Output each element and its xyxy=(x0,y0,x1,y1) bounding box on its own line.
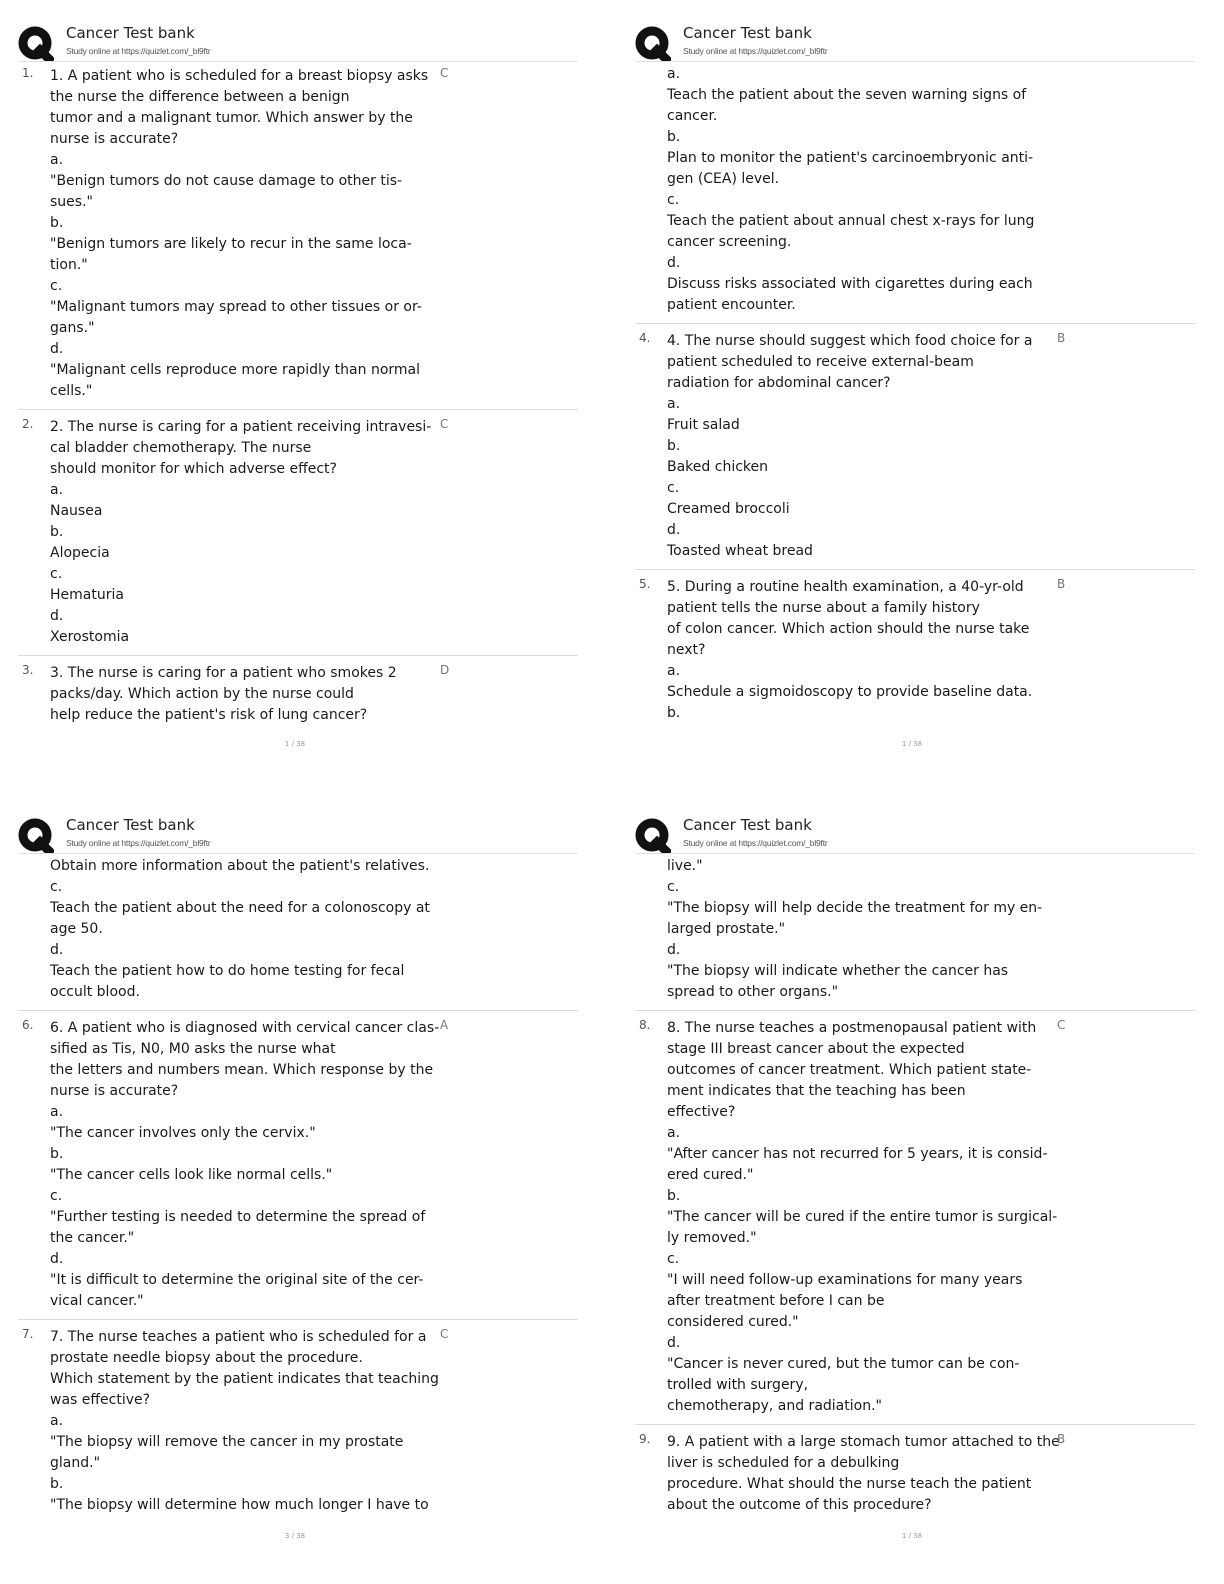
brand-subtitle: Study online at https://quizlet.com/_bl9ftr xyxy=(66,838,211,848)
question-divider xyxy=(635,1010,1195,1011)
question-line: a. xyxy=(50,1104,64,1120)
header-divider xyxy=(635,61,1195,62)
header-divider xyxy=(18,853,578,854)
question-line: c. xyxy=(667,1251,680,1267)
brand-title: Cancer Test bank xyxy=(66,816,195,834)
question-line: gland." xyxy=(50,1455,101,1471)
question-block xyxy=(0,1010,590,1312)
question-line: the letters and numbers mean. Which response by the xyxy=(50,1062,434,1078)
question-block xyxy=(617,323,1207,562)
question-number: 7. xyxy=(22,1327,34,1341)
question-line: considered cured." xyxy=(667,1314,799,1330)
answer-letter: A xyxy=(440,1018,449,1032)
question-line: "The cancer involves only the cervix." xyxy=(50,1125,316,1141)
question-line: d. xyxy=(50,341,64,357)
question-line: liver is scheduled for a debulking xyxy=(667,1455,900,1471)
question-number: 1. xyxy=(22,66,34,80)
answer-letter: C xyxy=(1057,1018,1066,1032)
question-line: procedure. What should the nurse teach the patient xyxy=(667,1476,1032,1492)
page-content xyxy=(0,64,590,726)
page-footer-number: 1 / 38 xyxy=(901,740,923,748)
continued-text-line: larged prostate." xyxy=(667,921,786,937)
continued-text-line: a. xyxy=(667,66,681,82)
question-line: "Benign tumors are likely to recur in the same loca- xyxy=(50,236,412,252)
question-line: Baked chicken xyxy=(667,459,768,475)
question-line: b. xyxy=(50,1146,64,1162)
question-divider xyxy=(18,409,578,410)
question-line: b. xyxy=(667,1188,681,1204)
page-footer-number: 1 / 38 xyxy=(284,740,306,748)
question-divider xyxy=(18,655,578,656)
question-line: effective? xyxy=(667,1104,736,1120)
quizlet-logo-icon xyxy=(18,818,54,854)
question-line: ered cured." xyxy=(667,1167,754,1183)
question-line: "The biopsy will remove the cancer in my prostate xyxy=(50,1434,404,1450)
question-text: 1. A patient who is scheduled for a breast biopsy asks xyxy=(50,68,429,84)
question-number: 6. xyxy=(22,1018,34,1032)
question-block xyxy=(617,1010,1207,1417)
question-text: 2. The nurse is caring for a patient receiving intravesi- xyxy=(50,419,432,435)
page-content xyxy=(617,856,1207,1516)
continued-text-line: c. xyxy=(667,879,680,895)
continued-text-line: Obtain more information about the patient's relatives. xyxy=(50,858,430,874)
continued-text-line: c. xyxy=(667,192,680,208)
question-line: c. xyxy=(667,480,680,496)
continued-text-line: Discuss risks associated with cigarettes during each xyxy=(667,276,1033,292)
continued-text-line: d. xyxy=(667,942,681,958)
question-line: Hematuria xyxy=(50,587,124,603)
brand-subtitle: Study online at https://quizlet.com/_bl9ftr xyxy=(683,46,828,56)
question-line: "It is difficult to determine the original site of the cer- xyxy=(50,1272,424,1288)
page-header xyxy=(18,22,578,62)
continued-text-line: Teach the patient how to do home testing for fecal xyxy=(50,963,405,979)
question-line: cells." xyxy=(50,383,93,399)
question-line: of colon cancer. Which action should the nurse take xyxy=(667,621,1030,637)
question-line: d. xyxy=(667,1335,681,1351)
continued-text-line: b. xyxy=(667,129,681,145)
brand-title: Cancer Test bank xyxy=(683,816,812,834)
question-line: was effective? xyxy=(50,1392,151,1408)
question-line: b. xyxy=(50,1476,64,1492)
question-line: Creamed broccoli xyxy=(667,501,790,517)
question-line: b. xyxy=(667,438,681,454)
question-line: c. xyxy=(50,278,63,294)
question-line: after treatment before I can be xyxy=(667,1293,885,1309)
brand-subtitle: Study online at https://quizlet.com/_bl9ftr xyxy=(683,838,828,848)
page-content xyxy=(617,64,1207,724)
question-number: 8. xyxy=(639,1018,651,1032)
question-line: d. xyxy=(50,1251,64,1267)
continued-text-line: cancer screening. xyxy=(667,234,792,250)
answer-letter: C xyxy=(440,66,449,80)
question-line: prostate needle biopsy about the procedure. xyxy=(50,1350,363,1366)
question-line: c. xyxy=(50,1188,63,1204)
question-line: c. xyxy=(50,566,63,582)
question-line: the cancer." xyxy=(50,1230,135,1246)
page-4 xyxy=(617,792,1207,1552)
continued-text-line: "The biopsy will help decide the treatment for my en- xyxy=(667,900,1043,916)
question-line: a. xyxy=(50,1413,64,1429)
question-divider xyxy=(18,1319,578,1320)
answer-letter: B xyxy=(1057,1432,1066,1446)
answer-letter: C xyxy=(440,1327,449,1341)
continued-text-line: Teach the patient about the need for a colonoscopy at xyxy=(50,900,430,916)
brand-title: Cancer Test bank xyxy=(66,24,195,42)
continued-text-line: spread to other organs." xyxy=(667,984,839,1000)
question-line: cal bladder chemotherapy. The nurse xyxy=(50,440,312,456)
page-content xyxy=(0,856,590,1516)
page-header xyxy=(18,814,578,854)
question-line: packs/day. Which action by the nurse could xyxy=(50,686,354,702)
question-line: d. xyxy=(667,522,681,538)
question-line: "The cancer cells look like normal cells." xyxy=(50,1167,333,1183)
question-line: tumor and a malignant tumor. Which answer by the xyxy=(50,110,413,126)
question-line: the nurse the difference between a benign xyxy=(50,89,350,105)
question-line: sues." xyxy=(50,194,93,210)
question-line: Nausea xyxy=(50,503,103,519)
question-line: patient tells the nurse about a family history xyxy=(667,600,980,616)
question-line: gans." xyxy=(50,320,95,336)
page-header xyxy=(635,814,1195,854)
question-text: 5. During a routine health examination, a 40-yr-old xyxy=(667,579,1024,595)
question-line: should monitor for which adverse effect? xyxy=(50,461,337,477)
question-line: "Malignant cells reproduce more rapidly than normal xyxy=(50,362,421,378)
header-divider xyxy=(635,853,1195,854)
page-footer-number: 3 / 38 xyxy=(284,1532,306,1540)
question-block xyxy=(0,655,590,726)
question-block xyxy=(617,1424,1207,1516)
continued-text-line: Teach the patient about annual chest x-rays for lung xyxy=(667,213,1035,229)
question-divider xyxy=(635,323,1195,324)
question-line: about the outcome of this procedure? xyxy=(667,1497,932,1513)
question-number: 4. xyxy=(639,331,651,345)
question-line: "The biopsy will determine how much longer I have to xyxy=(50,1497,429,1513)
page-header xyxy=(635,22,1195,62)
question-line: chemotherapy, and radiation." xyxy=(667,1398,882,1414)
continued-text-line: c. xyxy=(50,879,63,895)
question-line: d. xyxy=(50,608,64,624)
question-number: 5. xyxy=(639,577,651,591)
question-text: 9. A patient with a large stomach tumor attached to the xyxy=(667,1434,1060,1450)
question-line: a. xyxy=(667,396,681,412)
question-line: outcomes of cancer treatment. Which patient state- xyxy=(667,1062,1032,1078)
question-line: "The cancer will be cured if the entire tumor is surgical- xyxy=(667,1209,1058,1225)
question-line: help reduce the patient's risk of lung cancer? xyxy=(50,707,368,723)
question-line: b. xyxy=(667,705,681,721)
quizlet-logo-icon xyxy=(635,818,671,854)
continued-text-line: age 50. xyxy=(50,921,103,937)
question-line: b. xyxy=(50,524,64,540)
question-line: "Cancer is never cured, but the tumor can be con- xyxy=(667,1356,1020,1372)
question-line: ly removed." xyxy=(667,1230,757,1246)
question-line: tion." xyxy=(50,257,88,273)
continued-text-line: patient encounter. xyxy=(667,297,796,313)
question-line: a. xyxy=(667,663,681,679)
question-line: Schedule a sigmoidoscopy to provide baseline data. xyxy=(667,684,1033,700)
continued-text-line: d. xyxy=(50,942,64,958)
question-line: "I will need follow-up examinations for many years xyxy=(667,1272,1023,1288)
header-divider xyxy=(18,61,578,62)
question-line: a. xyxy=(667,1125,681,1141)
question-block xyxy=(617,569,1207,724)
question-line: Which statement by the patient indicates that teaching xyxy=(50,1371,439,1387)
page-3 xyxy=(0,792,590,1552)
question-text: 3. The nurse is caring for a patient who smokes 2 xyxy=(50,665,397,681)
question-line: b. xyxy=(50,215,64,231)
question-line: a. xyxy=(50,482,64,498)
answer-letter: B xyxy=(1057,577,1066,591)
quizlet-logo-icon xyxy=(18,26,54,62)
continued-text-line: live." xyxy=(667,858,703,874)
question-line: "After cancer has not recurred for 5 years, it is consid- xyxy=(667,1146,1048,1162)
brand-subtitle: Study online at https://quizlet.com/_bl9ftr xyxy=(66,46,211,56)
question-line: sified as Tis, N0, M0 asks the nurse what xyxy=(50,1041,336,1057)
question-line: Alopecia xyxy=(50,545,110,561)
answer-letter: B xyxy=(1057,331,1066,345)
page-2 xyxy=(617,0,1207,760)
question-line: radiation for abdominal cancer? xyxy=(667,375,891,391)
question-line: a. xyxy=(50,152,64,168)
question-number: 9. xyxy=(639,1432,651,1446)
continued-text-line: occult blood. xyxy=(50,984,140,1000)
continued-text-line: cancer. xyxy=(667,108,718,124)
question-text: 8. The nurse teaches a postmenopausal patient with xyxy=(667,1020,1037,1036)
continued-text-line: gen (CEA) level. xyxy=(667,171,780,187)
question-line: patient scheduled to receive external-beam xyxy=(667,354,974,370)
question-line: Fruit salad xyxy=(667,417,740,433)
question-line: "Malignant tumors may spread to other tissues or or- xyxy=(50,299,422,315)
question-block xyxy=(0,409,590,648)
question-line: trolled with surgery, xyxy=(667,1377,809,1393)
question-text: 6. A patient who is diagnosed with cervical cancer clas- xyxy=(50,1020,440,1036)
question-divider xyxy=(18,1010,578,1011)
question-text: 4. The nurse should suggest which food choice for a xyxy=(667,333,1033,349)
question-number: 2. xyxy=(22,417,34,431)
question-block xyxy=(0,64,590,402)
page-1 xyxy=(0,0,590,760)
page-footer-number: 1 / 38 xyxy=(901,1532,923,1540)
question-line: Xerostomia xyxy=(50,629,130,645)
quizlet-logo-icon xyxy=(635,26,671,62)
continued-text-line: Plan to monitor the patient's carcinoembryonic anti- xyxy=(667,150,1034,166)
question-divider xyxy=(635,569,1195,570)
question-line: stage III breast cancer about the expected xyxy=(667,1041,965,1057)
answer-letter: D xyxy=(440,663,450,677)
question-line: nurse is accurate? xyxy=(50,1083,179,1099)
question-line: next? xyxy=(667,642,706,658)
continued-text-line: d. xyxy=(667,255,681,271)
question-number: 3. xyxy=(22,663,34,677)
question-line: vical cancer." xyxy=(50,1293,144,1309)
question-line: ment indicates that the teaching has been xyxy=(667,1083,966,1099)
question-line: nurse is accurate? xyxy=(50,131,179,147)
question-text: 7. The nurse teaches a patient who is scheduled for a xyxy=(50,1329,427,1345)
brand-title: Cancer Test bank xyxy=(683,24,812,42)
continued-text-line: "The biopsy will indicate whether the cancer has xyxy=(667,963,1009,979)
question-line: "Benign tumors do not cause damage to other tis- xyxy=(50,173,403,189)
question-line: "Further testing is needed to determine the spread of xyxy=(50,1209,426,1225)
answer-letter: C xyxy=(440,417,449,431)
question-line: Toasted wheat bread xyxy=(667,543,813,559)
question-block xyxy=(0,1319,590,1516)
question-divider xyxy=(635,1424,1195,1425)
continued-text-line: Teach the patient about the seven warning signs of xyxy=(667,87,1027,103)
